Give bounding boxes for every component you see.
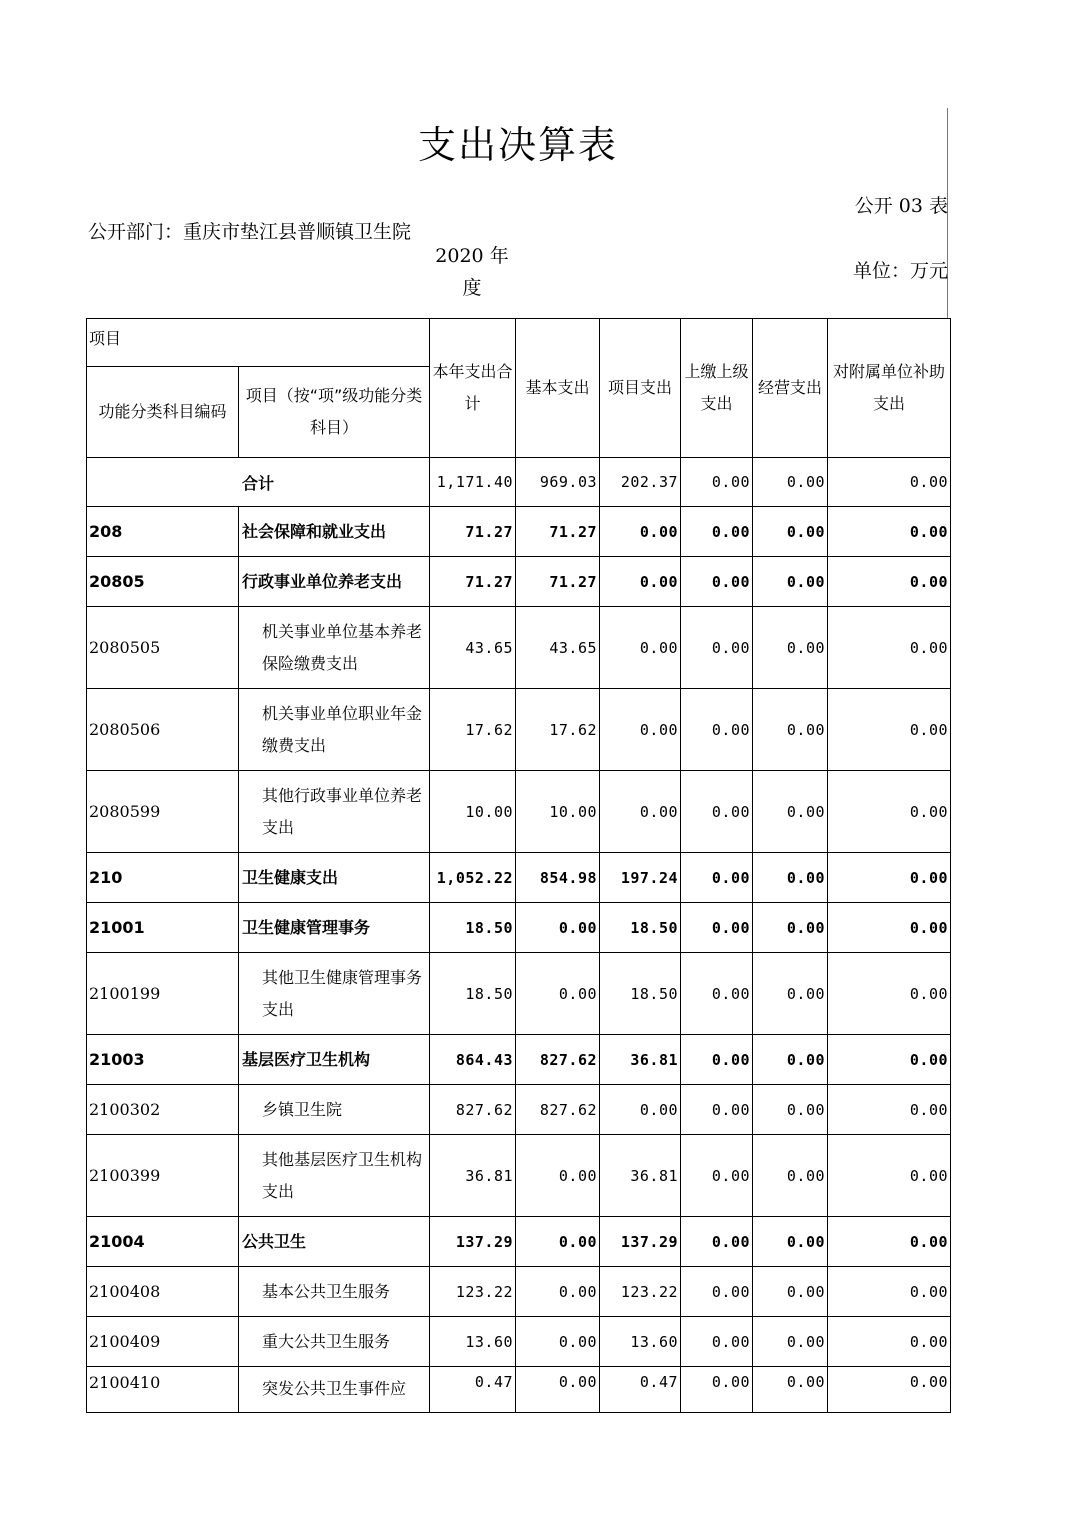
row-value: 0.00 [828, 507, 951, 557]
row-value: 0.00 [516, 903, 600, 953]
row-name [239, 771, 430, 853]
row-value: 0.00 [516, 1367, 600, 1413]
row-value: 0.00 [753, 1135, 828, 1217]
row-value: 0.00 [753, 1035, 828, 1085]
header-item: 项目 [87, 319, 430, 367]
row-code: 2100409 [87, 1317, 239, 1367]
row-code: 2100199 [87, 953, 239, 1035]
row-value: 0.00 [516, 1135, 600, 1217]
row-value: 0.00 [516, 1267, 600, 1317]
total-value: 0.00 [828, 458, 951, 507]
row-value: 0.00 [516, 1317, 600, 1367]
row-name [239, 1317, 430, 1367]
row-name [239, 953, 430, 1035]
row-name-text: 基本公共卫生服务 [262, 1281, 391, 1301]
row-value: 71.27 [430, 557, 516, 607]
table-row [87, 853, 951, 903]
row-value: 71.27 [516, 507, 600, 557]
total-label: 合计 [87, 458, 430, 507]
row-value: 123.22 [430, 1267, 516, 1317]
header-remit: 上缴上级支出 [681, 319, 753, 458]
row-code: 20805 [87, 557, 239, 607]
row-name-text: 行政事业单位养老支出 [242, 571, 403, 591]
row-code: 208 [87, 507, 239, 557]
header-project: 项目支出 [600, 319, 681, 458]
row-value: 0.00 [753, 953, 828, 1035]
row-value: 0.00 [600, 557, 681, 607]
row-value: 0.00 [681, 557, 753, 607]
row-name [239, 1135, 430, 1217]
total-value: 1,171.40 [430, 458, 516, 507]
row-value: 0.00 [828, 771, 951, 853]
row-value: 827.62 [516, 1035, 600, 1085]
row-name-text: 机关事业单位基本养老保险缴费支出 [262, 621, 423, 673]
row-value: 18.50 [600, 903, 681, 953]
table-row [87, 507, 951, 557]
header-subsidy: 对附属单位补助支出 [828, 319, 951, 458]
row-name-text: 其他基层医疗卫生机构支出 [262, 1149, 423, 1201]
row-value: 0.00 [753, 1217, 828, 1267]
row-value: 0.00 [681, 507, 753, 557]
total-value: 969.03 [516, 458, 600, 507]
row-value: 0.47 [600, 1367, 681, 1413]
row-value: 0.00 [753, 1267, 828, 1317]
row-value: 0.00 [828, 557, 951, 607]
row-value: 864.43 [430, 1035, 516, 1085]
row-value: 0.00 [828, 1035, 951, 1085]
unit-label: 单位：万元 [852, 260, 948, 282]
fiscal-year: 2020 年度 [435, 245, 509, 299]
row-value: 0.00 [828, 1267, 951, 1317]
row-value: 0.00 [600, 507, 681, 557]
table-row [87, 903, 951, 953]
row-value: 13.60 [600, 1317, 681, 1367]
row-value: 0.00 [681, 689, 753, 771]
row-name [239, 1367, 430, 1413]
header-basic: 基本支出 [516, 319, 600, 458]
row-value: 17.62 [430, 689, 516, 771]
total-value: 0.00 [681, 458, 753, 507]
row-value: 0.00 [681, 1035, 753, 1085]
row-value: 0.00 [681, 1135, 753, 1217]
row-name-text: 卫生健康支出 [242, 867, 339, 887]
table-row [87, 1217, 951, 1267]
row-name-text: 社会保障和就业支出 [242, 521, 387, 541]
row-code: 21003 [87, 1035, 239, 1085]
row-value: 36.81 [430, 1135, 516, 1217]
total-value: 202.37 [600, 458, 681, 507]
row-name [239, 1035, 430, 1085]
header-name: 项目（按“项”级功能分类科目） [239, 367, 430, 458]
row-name-text: 重大公共卫生服务 [262, 1331, 391, 1351]
row-value: 0.00 [753, 557, 828, 607]
row-name-text: 公共卫生 [242, 1231, 307, 1251]
row-value: 18.50 [600, 953, 681, 1035]
row-name-text: 其他行政事业单位养老支出 [262, 785, 423, 837]
row-value: 0.00 [753, 853, 828, 903]
table-row [87, 1267, 951, 1317]
row-value: 0.00 [828, 689, 951, 771]
row-value: 0.00 [753, 903, 828, 953]
table-row [87, 1085, 951, 1135]
row-value: 854.98 [516, 853, 600, 903]
row-value: 0.00 [516, 953, 600, 1035]
row-value: 0.00 [753, 771, 828, 853]
row-value: 1,052.22 [430, 853, 516, 903]
row-name-text: 乡镇卫生院 [262, 1099, 343, 1119]
row-name [239, 557, 430, 607]
row-value: 0.00 [828, 1085, 951, 1135]
row-code: 2100410 [87, 1367, 239, 1413]
row-value: 0.00 [753, 507, 828, 557]
row-name-text: 突发公共卫生事件应 [262, 1379, 407, 1398]
department-label: 公开部门：重庆市垫江县普顺镇卫生院 [88, 221, 412, 243]
row-code: 2080599 [87, 771, 239, 853]
row-value: 0.00 [753, 607, 828, 689]
row-value: 0.00 [600, 689, 681, 771]
total-row [87, 458, 951, 507]
table-row [87, 1317, 951, 1367]
row-name-text: 卫生健康管理事务 [242, 917, 371, 937]
total-value: 0.00 [753, 458, 828, 507]
expenditure-table [86, 318, 951, 1413]
row-name [239, 1267, 430, 1317]
row-value: 827.62 [430, 1085, 516, 1135]
row-value: 0.00 [681, 903, 753, 953]
row-name [239, 1217, 430, 1267]
row-value: 18.50 [430, 953, 516, 1035]
row-name-text: 基层医疗卫生机构 [242, 1049, 371, 1069]
row-value: 197.24 [600, 853, 681, 903]
row-code: 2100302 [87, 1085, 239, 1135]
row-value: 0.00 [828, 1367, 951, 1413]
table-row [87, 1135, 951, 1217]
row-value: 827.62 [516, 1085, 600, 1135]
row-value: 0.00 [681, 1317, 753, 1367]
row-value: 10.00 [430, 771, 516, 853]
form-number: 公开 03 表 [854, 195, 948, 217]
table-row [87, 953, 951, 1035]
row-value: 123.22 [600, 1267, 681, 1317]
header-business: 经营支出 [753, 319, 828, 458]
row-value: 0.00 [600, 771, 681, 853]
row-value: 0.00 [681, 1217, 753, 1267]
row-value: 36.81 [600, 1135, 681, 1217]
header-code: 功能分类科目编码 [87, 367, 239, 458]
row-name [239, 689, 430, 771]
row-value: 0.00 [828, 903, 951, 953]
table-row [87, 689, 951, 771]
row-value: 0.00 [753, 689, 828, 771]
header-total: 本年支出合计 [430, 319, 516, 458]
row-value: 0.00 [753, 1367, 828, 1413]
table-row [87, 771, 951, 853]
row-name [239, 853, 430, 903]
row-code: 2080506 [87, 689, 239, 771]
row-value: 0.00 [600, 1085, 681, 1135]
row-name [239, 607, 430, 689]
row-value: 137.29 [430, 1217, 516, 1267]
row-name-text: 机关事业单位职业年金缴费支出 [262, 703, 423, 755]
table-row [87, 557, 951, 607]
row-value: 0.00 [600, 607, 681, 689]
row-name-text: 其他卫生健康管理事务支出 [262, 967, 423, 1019]
table-row [87, 1367, 951, 1413]
row-value: 0.47 [430, 1367, 516, 1413]
row-code: 2100399 [87, 1135, 239, 1217]
row-code: 2100408 [87, 1267, 239, 1317]
row-value: 0.00 [828, 1135, 951, 1217]
row-value: 71.27 [516, 557, 600, 607]
row-value: 71.27 [430, 507, 516, 557]
row-value: 0.00 [516, 1217, 600, 1267]
row-value: 0.00 [681, 1267, 753, 1317]
row-value: 0.00 [828, 1217, 951, 1267]
row-code: 210 [87, 853, 239, 903]
row-value: 0.00 [828, 1317, 951, 1367]
row-value: 18.50 [430, 903, 516, 953]
row-value: 17.62 [516, 689, 600, 771]
row-value: 0.00 [681, 953, 753, 1035]
row-value: 0.00 [753, 1317, 828, 1367]
row-value: 36.81 [600, 1035, 681, 1085]
row-code: 2080505 [87, 607, 239, 689]
table-row [87, 1035, 951, 1085]
row-value: 13.60 [430, 1317, 516, 1367]
row-value: 0.00 [828, 607, 951, 689]
row-name [239, 507, 430, 557]
row-value: 0.00 [681, 607, 753, 689]
row-value: 0.00 [753, 1085, 828, 1135]
row-name [239, 903, 430, 953]
row-value: 0.00 [681, 853, 753, 903]
row-value: 10.00 [516, 771, 600, 853]
page-title: 支出决算表 [417, 123, 618, 167]
row-code: 21001 [87, 903, 239, 953]
row-value: 0.00 [681, 771, 753, 853]
row-value: 0.00 [828, 853, 951, 903]
row-value: 0.00 [681, 1085, 753, 1135]
row-name [239, 1085, 430, 1135]
row-value: 43.65 [430, 607, 516, 689]
row-value: 43.65 [516, 607, 600, 689]
row-value: 0.00 [681, 1367, 753, 1413]
table-row [87, 607, 951, 689]
row-value: 137.29 [600, 1217, 681, 1267]
row-code: 21004 [87, 1217, 239, 1267]
row-value: 0.00 [828, 953, 951, 1035]
